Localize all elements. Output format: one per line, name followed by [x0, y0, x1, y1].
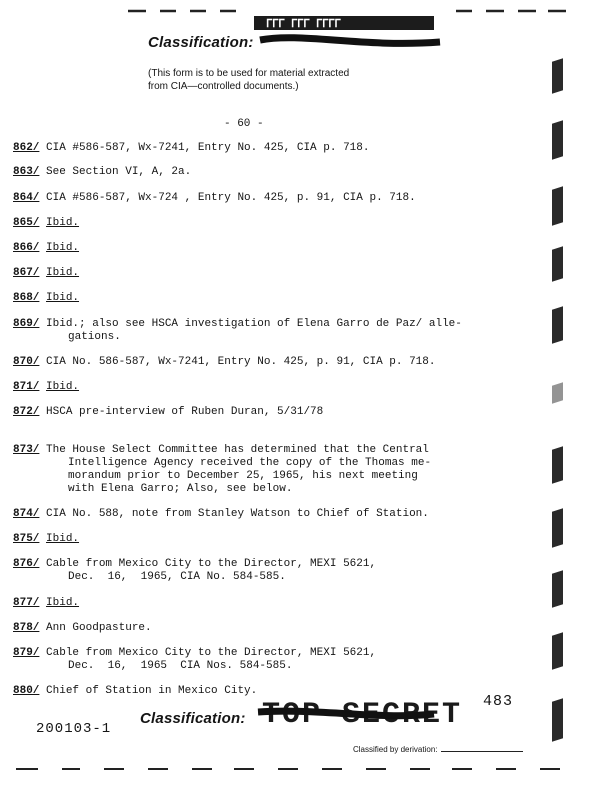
- entry-text: Ibid.: [46, 292, 80, 304]
- edge-mark: [552, 120, 563, 160]
- footnote-entry: [13, 597, 79, 610]
- entry-number: 869/: [13, 318, 40, 330]
- entry-number: 873/: [13, 444, 40, 456]
- entry-number: 866/: [13, 242, 40, 254]
- entry-number: 863/: [13, 166, 40, 178]
- edge-mark: [552, 186, 563, 226]
- entry-number: 879/: [13, 647, 40, 659]
- footnote-entry: [13, 444, 429, 457]
- entry-number: 877/: [13, 597, 40, 609]
- entry-number: 880/: [13, 685, 40, 697]
- entry-continuation: Dec. 16, 1965, CIA No. 584-585.: [68, 571, 286, 583]
- entry-text: Ibid.: [46, 381, 80, 393]
- footnote-entry: [13, 267, 79, 280]
- entry-text: Ibid.: [46, 533, 80, 545]
- footnote-entry: [13, 166, 191, 179]
- entry-text: HSCA pre-interview of Ruben Duran, 5/31/78: [46, 406, 324, 418]
- entry-continuation: Intelligence Agency received the copy of the Thomas me- morandum prior to December 25, 1965, his next meeting with Elena Garro; Also, see below.: [68, 457, 432, 495]
- svg-text:ᒥᒥᒥ ᒥᒥᒥ ᒥᒥᒥᒥ: ᒥᒥᒥ ᒥᒥᒥ ᒥᒥᒥᒥ: [266, 19, 341, 31]
- entry-text: Ibid.; also see HSCA investigation of Elena Garro de Paz/ alle-: [46, 318, 462, 330]
- classification-label-top: Classification:: [148, 34, 254, 51]
- bottom-dashed-border: [0, 766, 612, 772]
- form-note-line-1: (This form is to be used for material extracted: [148, 68, 350, 79]
- entry-number: 864/: [13, 192, 40, 204]
- entry-text: Ibid.: [46, 597, 80, 609]
- footnote-entry: [13, 406, 323, 419]
- footnote-entry: [13, 533, 79, 546]
- entry-number: 865/: [13, 217, 40, 229]
- stamped-page-number: 483: [483, 693, 514, 710]
- entry-number: 874/: [13, 508, 40, 520]
- entry-text: Ibid.: [46, 217, 80, 229]
- edge-mark: [552, 382, 563, 404]
- footnote-entry: [13, 685, 257, 698]
- edge-mark: [552, 632, 563, 670]
- derivation-label: Classified by derivation:: [353, 745, 438, 754]
- footnote-entry: [13, 558, 376, 571]
- entry-text: Ibid.: [46, 242, 80, 254]
- form-note-line-2: from CIA—controlled documents.): [148, 81, 299, 92]
- footnote-entry: [13, 292, 79, 305]
- footnote-entry: [13, 242, 79, 255]
- entry-number: 862/: [13, 142, 40, 154]
- entry-text: The House Select Committee has determined that the Central: [46, 444, 429, 456]
- document-id: 200103-1: [36, 721, 112, 737]
- entry-number: 871/: [13, 381, 40, 393]
- footnote-entry: [13, 217, 79, 230]
- entry-text: Cable from Mexico City to the Director, MEXI 5621,: [46, 558, 377, 570]
- classification-label-bottom: Classification:: [140, 710, 246, 727]
- entry-text: Ann Goodpasture.: [46, 622, 152, 634]
- footnote-entry: [13, 381, 79, 394]
- entry-text: Ibid.: [46, 267, 80, 279]
- edge-mark: [552, 246, 563, 282]
- entry-number: 867/: [13, 267, 40, 279]
- edge-mark: [552, 446, 563, 484]
- edge-mark: [552, 698, 563, 742]
- entry-text: See Section VI, A, 2a.: [46, 166, 192, 178]
- derivation-blank-line: [441, 751, 523, 752]
- redacted-classification-stamp-top: [252, 14, 442, 52]
- derivation-field: [353, 745, 523, 754]
- footnote-entry: [13, 192, 416, 205]
- footnote-entry: [13, 142, 369, 155]
- entry-continuation: gations.: [68, 331, 121, 343]
- footnote-entry: [13, 508, 429, 521]
- page-number: - 60 -: [224, 118, 264, 130]
- redacted-classification-stamp-bottom: [258, 690, 463, 732]
- entry-number: 872/: [13, 406, 40, 418]
- entry-text: CIA #586-587, Wx-724 , Entry No. 425, p. 91, CIA p. 718.: [46, 192, 416, 204]
- footnote-entry: [13, 647, 376, 660]
- entry-number: 870/: [13, 356, 40, 368]
- entry-text: CIA No. 588, note from Stanley Watson to Chief of Station.: [46, 508, 429, 520]
- edge-mark: [552, 58, 563, 94]
- stamp-text: TOP SECRET: [262, 698, 463, 732]
- entry-text: CIA No. 586-587, Wx-7241, Entry No. 425, p. 91, CIA p. 718.: [46, 356, 436, 368]
- entry-text: CIA #586-587, Wx-7241, Entry No. 425, CIA p. 718.: [46, 142, 370, 154]
- form-usage-note: [148, 67, 428, 93]
- entry-number: 878/: [13, 622, 40, 634]
- entry-text: Cable from Mexico City to the Director, MEXI 5621,: [46, 647, 377, 659]
- edge-mark: [552, 570, 563, 608]
- entry-text: Chief of Station in Mexico City.: [46, 685, 258, 697]
- scan-edge-marks: [552, 60, 572, 790]
- entry-number: 876/: [13, 558, 40, 570]
- footnote-entry: [13, 356, 435, 369]
- footnote-entry: [13, 318, 462, 331]
- entry-number: 875/: [13, 533, 40, 545]
- entry-number: 868/: [13, 292, 40, 304]
- footnote-entry: [13, 622, 152, 635]
- edge-mark: [552, 508, 563, 548]
- entry-continuation: Dec. 16, 1965 CIA Nos. 584-585.: [68, 660, 293, 672]
- edge-mark: [552, 306, 563, 344]
